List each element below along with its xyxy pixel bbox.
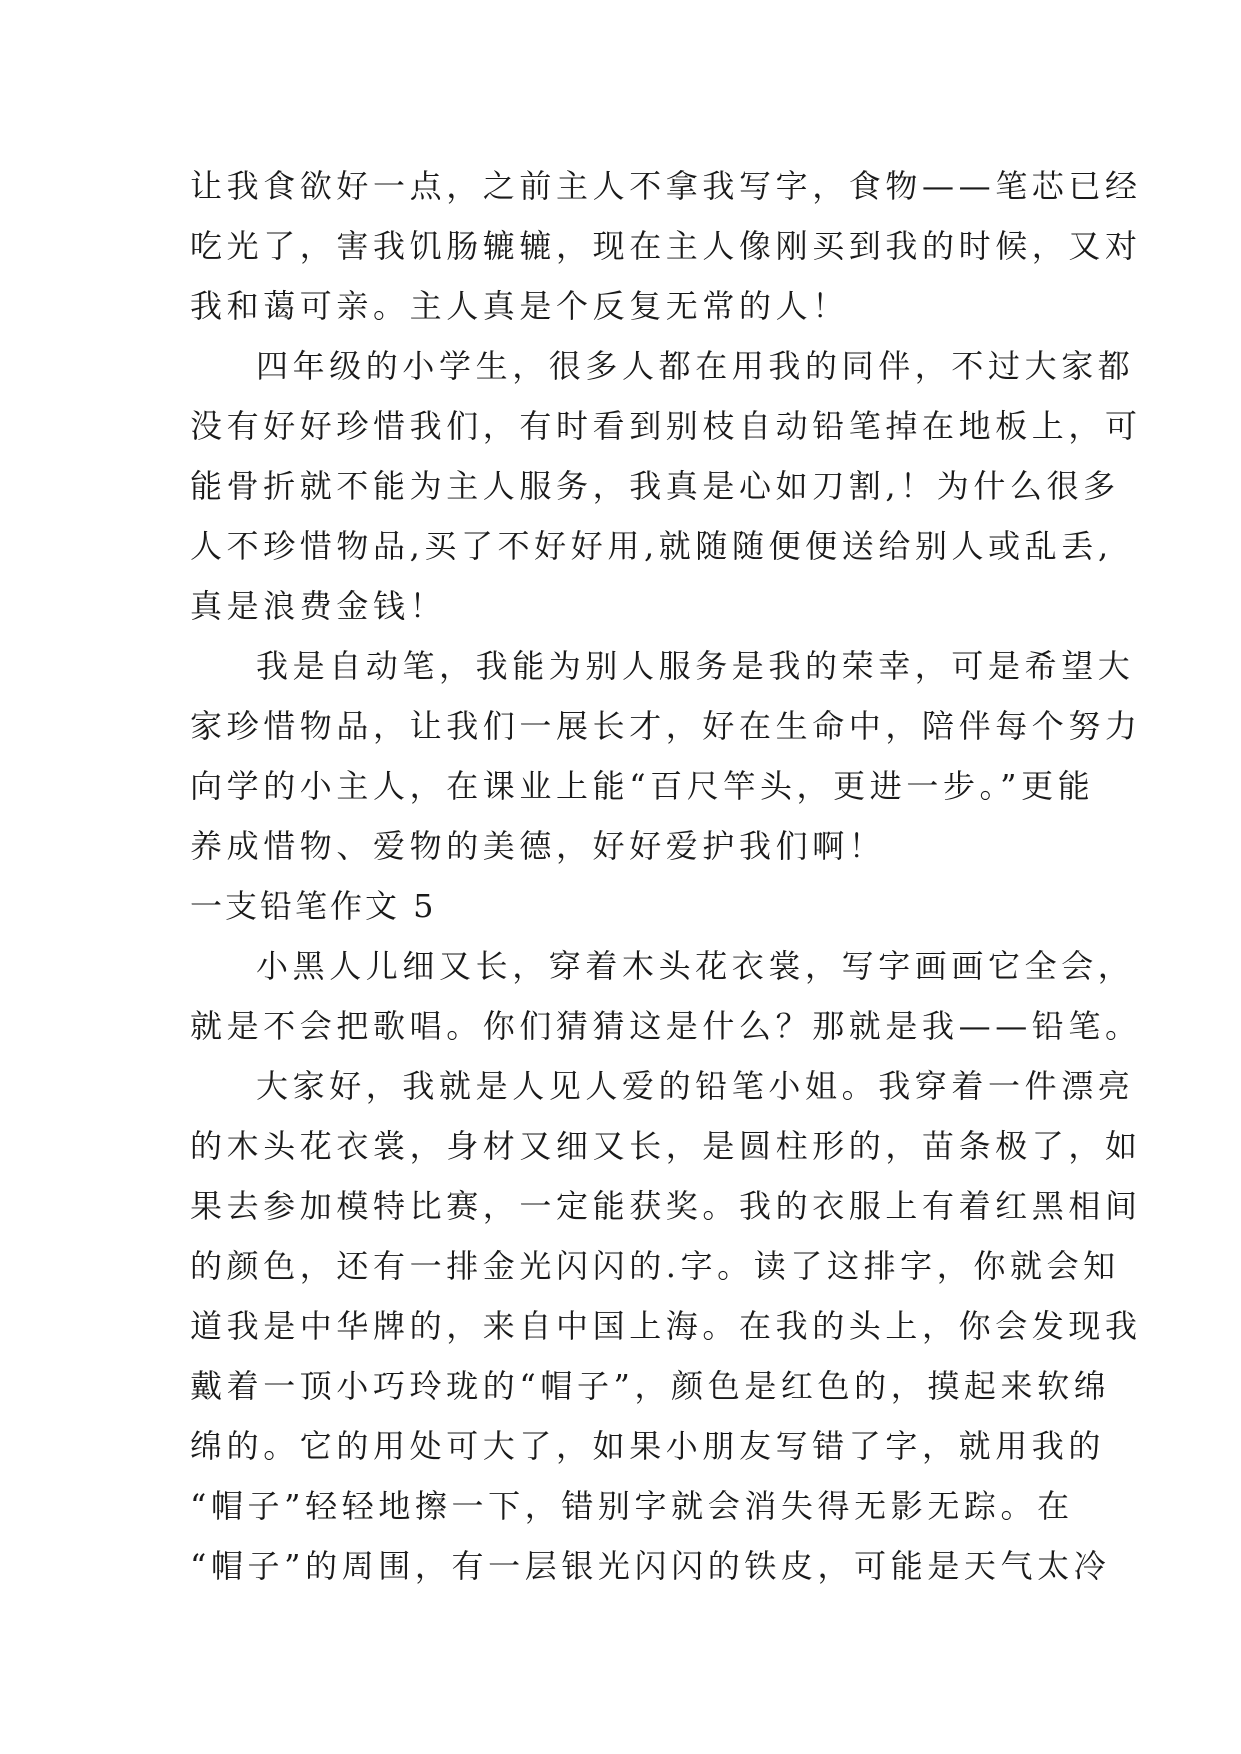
paragraph-appetite [190,156,1142,336]
text-line: 没有好好珍惜我们，有时看到别枝自动铅笔掉在地板上，可 [190,407,1142,445]
essay-heading [190,876,1070,936]
text-line: 吃光了，害我饥肠辘辘，现在主人像刚买到我的时候，又对 [190,227,1142,265]
paragraph-pencil-lady [190,1056,1142,1596]
text-line: 果去参加模特比赛，一定能获奖。我的衣服上有着红黑相间 [190,1187,1142,1225]
text-line: “帽子”轻轻地擦一下，错别字就会消失得无影无踪。在 [190,1487,1074,1525]
text-line: 我是自动笔，我能为别人服务是我的荣幸，可是希望大 [256,647,1135,685]
text-line: 就是不会把歌唱。你们猜猜这是什么？那就是我——铅笔。 [190,1007,1142,1045]
document-body [190,156,1142,1596]
text-line: 让我食欲好一点，之前主人不拿我写字，食物——笔芯已经 [190,167,1142,205]
text-line: 养成惜物、爱物的美德，好好爱护我们啊！ [190,827,886,865]
heading-text: 一支铅笔作文 5 [190,887,437,925]
text-line: 的木头花衣裳，身材又细又长，是圆柱形的，苗条极了，如 [190,1127,1142,1165]
text-line: 人不珍惜物品,买了不好好用,就随随便便送给别人或乱丢, [190,527,1113,565]
text-line: 戴着一顶小巧玲珑的“帽子”，颜色是红色的，摸起来软绵 [190,1367,1111,1405]
paragraph-riddle [190,936,1142,1056]
text-line: 道我是中华牌的，来自中国上海。在我的头上，你会发现我 [190,1307,1142,1345]
text-line: 我和蔼可亲。主人真是个反复无常的人！ [190,287,849,325]
text-line: 家珍惜物品，让我们一展长才，好在生命中，陪伴每个努力 [190,707,1142,745]
text-line: “帽子”的周围，有一层银光闪闪的铁皮，可能是天气太冷 [190,1547,1111,1585]
text-line: 小黑人儿细又长，穿着木头花衣裳，写字画画它全会， [256,947,1135,985]
text-line: 大家好，我就是人见人爱的铅笔小姐。我穿着一件漂亮 [256,1067,1135,1105]
text-line: 向学的小主人，在课业上能“百尺竿头，更进一步。”更能 [190,767,1095,805]
text-line: 绵的。它的用处可大了，如果小朋友写错了字，就用我的 [190,1427,1106,1465]
paragraph-automatic-pen [190,636,1142,876]
text-line: 真是浪费金钱！ [190,587,447,625]
text-line: 四年级的小学生，很多人都在用我的同伴，不过大家都 [256,347,1135,385]
paragraph-fourth-grade [190,336,1142,636]
text-line: 的颜色，还有一排金光闪闪的.字。读了这排字，你就会知 [190,1247,1120,1285]
text-line: 能骨折就不能为主人服务，我真是心如刀割,！为什么很多 [190,467,1120,505]
